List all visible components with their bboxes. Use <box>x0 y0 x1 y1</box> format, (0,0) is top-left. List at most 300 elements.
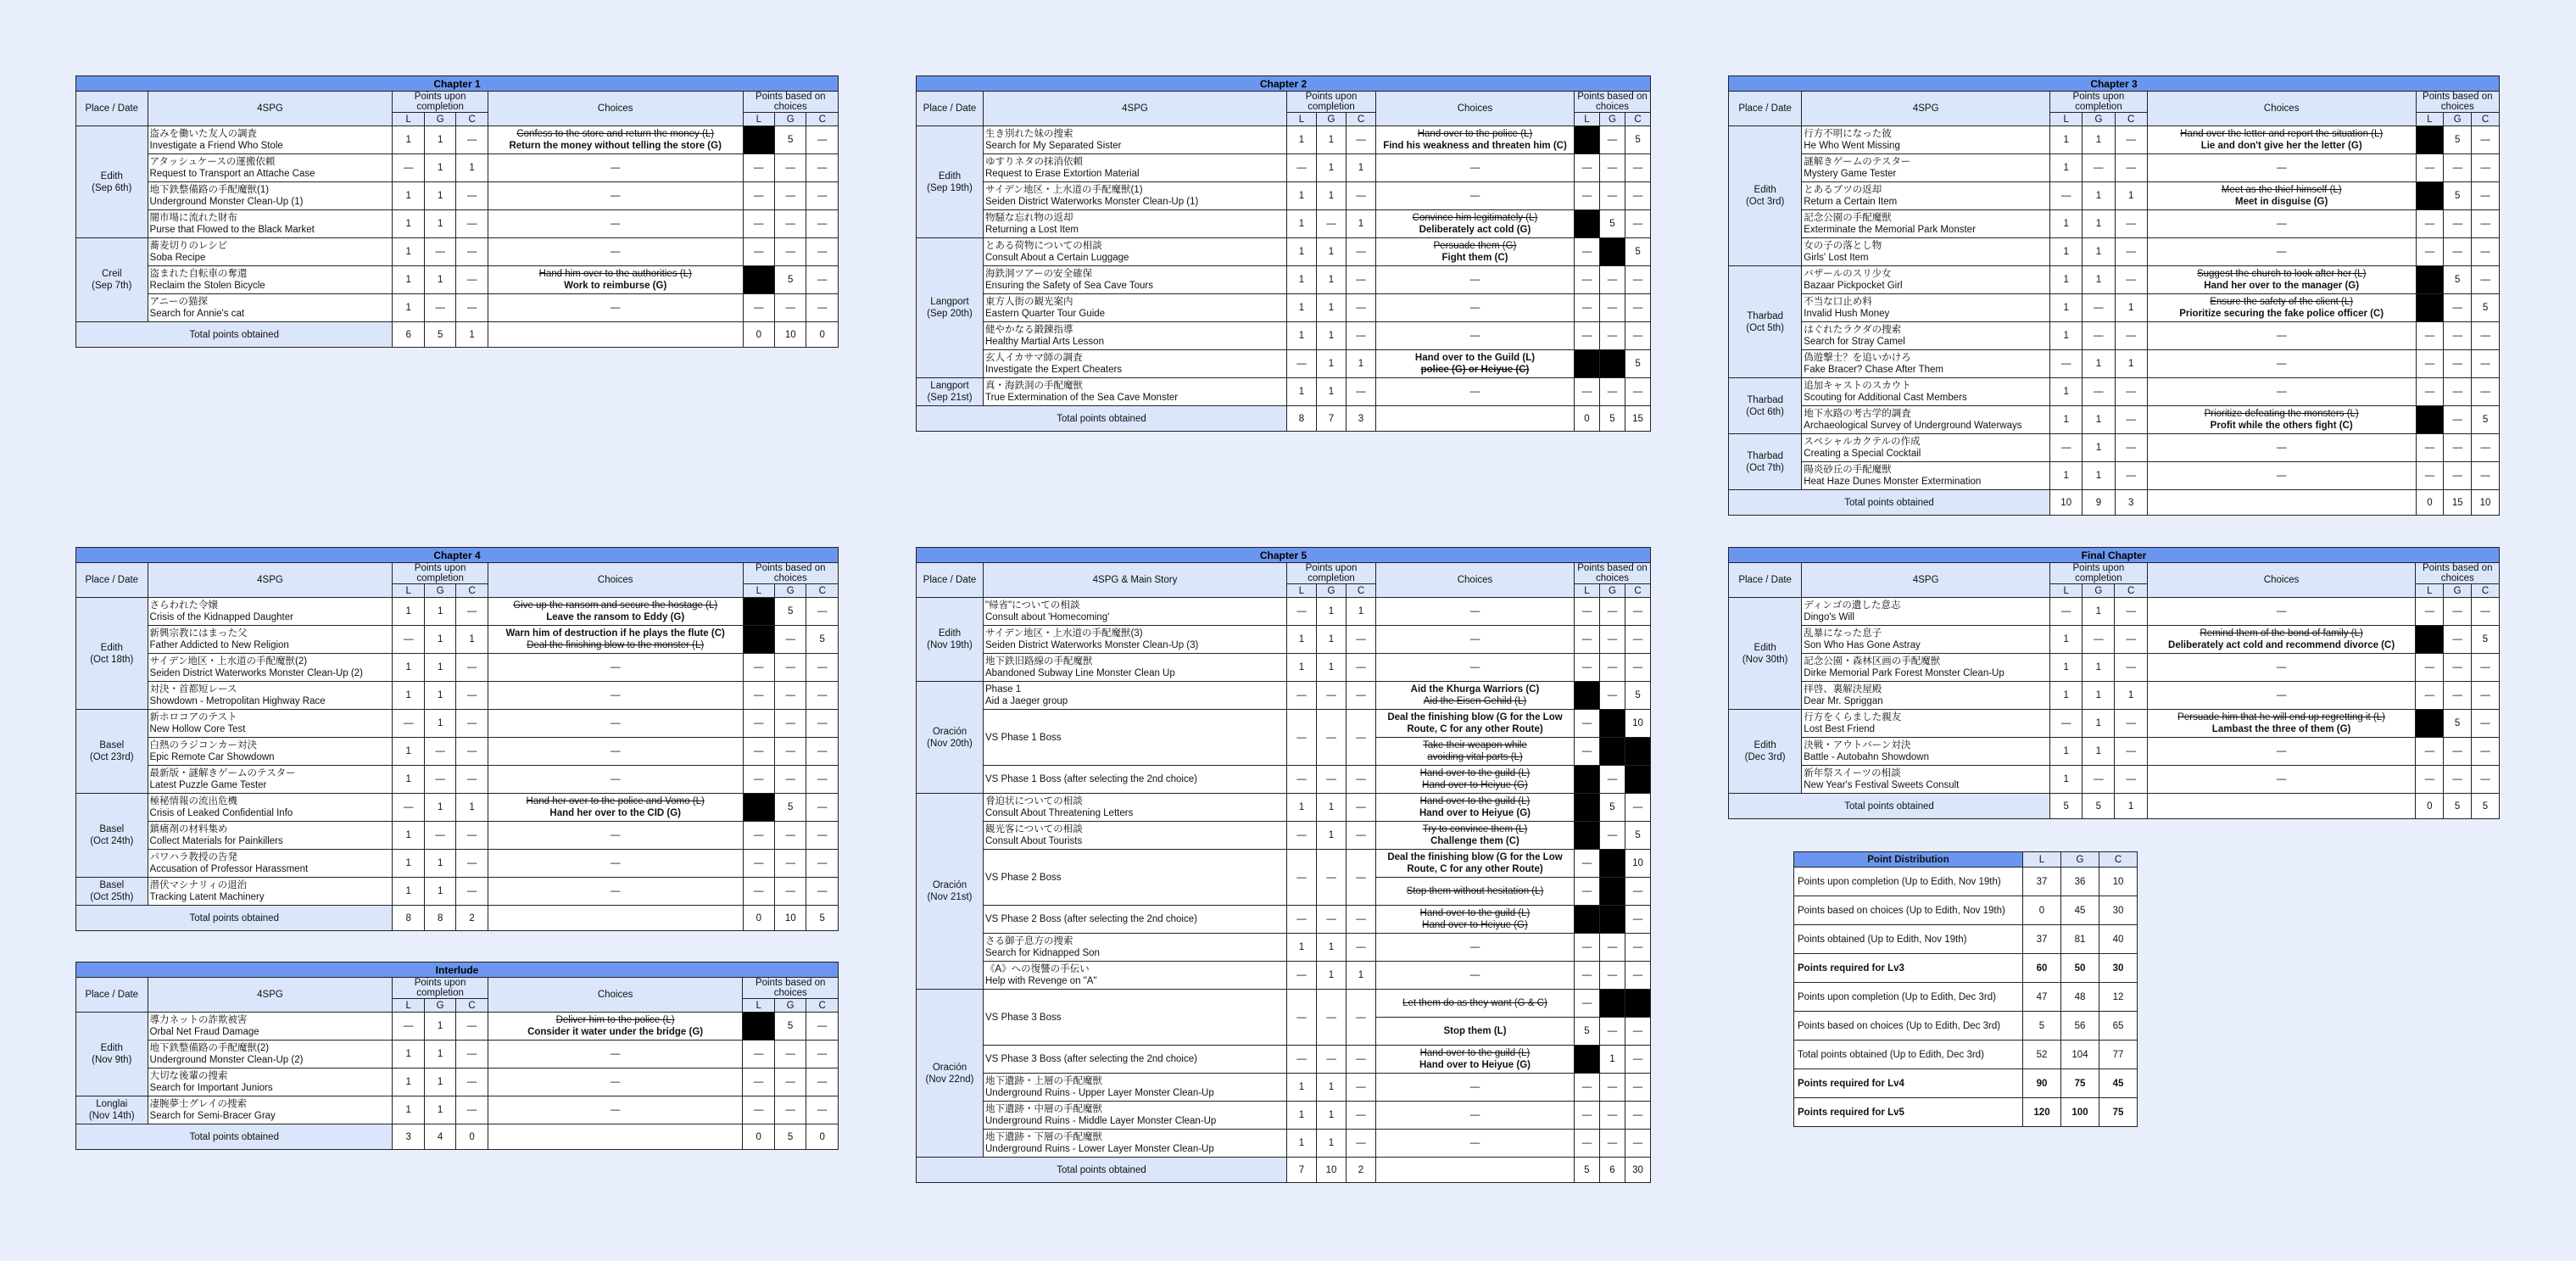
completion-point: 1 <box>393 766 424 794</box>
choice-cell <box>1376 154 1575 182</box>
choice-point: — <box>2416 238 2444 266</box>
completion-point: 1 <box>1317 266 1347 294</box>
choice-line: — <box>610 219 621 229</box>
completion-point: — <box>1347 238 1376 266</box>
choice-cell <box>488 654 743 682</box>
total-choice-point: 0 <box>2416 490 2444 516</box>
lgc-subheader: C <box>2472 113 2500 126</box>
chapter-title: Chapter 1 <box>76 76 839 92</box>
distribution-row <box>1794 868 2138 896</box>
place-line: (Nov 19th) <box>927 640 973 650</box>
quest-line: Tracking Latent Machinery <box>149 892 265 902</box>
quest-line: VS Phase 3 Boss <box>985 1012 1062 1023</box>
choice-cell <box>1376 1074 1575 1102</box>
choice-line: — <box>2276 247 2287 257</box>
choice-line: — <box>2276 331 2287 341</box>
place-date-cell <box>917 990 984 1158</box>
table-row <box>917 182 1651 210</box>
choice-line: Meet as the thief himself (L) <box>2221 185 2342 195</box>
completion-point: 1 <box>1287 238 1317 266</box>
total-choice-point: 0 <box>743 322 774 348</box>
completion-point: 1 <box>393 822 424 850</box>
quest-line: Underground Ruins - Middle Layer Monster Clean-Up <box>985 1116 1217 1126</box>
choice-point: — <box>1600 1074 1625 1102</box>
completion-point: — <box>1347 294 1376 322</box>
completion-point: 1 <box>393 1041 424 1069</box>
blocked-cell <box>2416 626 2444 654</box>
place-date-cell <box>1729 126 1802 266</box>
table-row <box>1729 710 2500 738</box>
completion-point: 1 <box>393 850 424 878</box>
quest-name-cell <box>1802 322 2050 350</box>
quest-header: 4SPG <box>148 92 393 126</box>
completion-point: 1 <box>1287 626 1317 654</box>
quest-line: Search for My Separated Sister <box>985 141 1122 151</box>
quest-line: 新興宗教にはまった父 <box>149 628 248 639</box>
total-choices-blank <box>1376 406 1575 432</box>
quest-name-cell <box>148 766 393 794</box>
quest-line: Accusation of Professor Harassment <box>149 864 309 874</box>
quest-line: 偽遊撃士？を追いかけろ <box>1804 353 1911 363</box>
choice-point: — <box>806 850 839 878</box>
completion-point: — <box>2050 182 2083 210</box>
quest-line: Crisis of the Kidnapped Daughter <box>149 612 293 622</box>
completion-point: 1 <box>424 654 455 682</box>
quest-name-cell <box>1802 654 2050 682</box>
total-label: Total points obtained <box>76 1124 393 1150</box>
place-date-cell <box>1729 598 1802 710</box>
total-choice-point: 5 <box>2472 794 2500 819</box>
choice-line: — <box>610 858 621 868</box>
total-completion-point: 4 <box>424 1124 455 1150</box>
quest-line: Exterminate the Memorial Park Monster <box>1804 225 1976 235</box>
blocked-cell <box>743 598 774 626</box>
point-distribution-table <box>1793 851 2138 1127</box>
completion-point: — <box>2115 626 2147 654</box>
choice-point: — <box>1575 878 1600 906</box>
total-completion-point: 5 <box>2050 794 2083 819</box>
distribution-row <box>1794 1098 2138 1127</box>
completion-point: 1 <box>2115 294 2147 322</box>
lgc-subheader: C <box>2115 584 2147 598</box>
choice-cell <box>2147 126 2416 154</box>
table-row <box>76 1013 839 1041</box>
choice-cell <box>2147 182 2416 210</box>
completion-point: 1 <box>2083 654 2115 682</box>
completion-point: — <box>456 878 488 906</box>
total-choice-point: 0 <box>743 906 774 931</box>
quest-line: 玄人イカサマ師の調査 <box>985 353 1083 363</box>
quest-line: 地下鉄整備路の手配魔獣(2) <box>149 1043 270 1053</box>
completion-point: 1 <box>424 682 455 710</box>
completion-point: 1 <box>2050 654 2083 682</box>
quest-line: 記念公園・森林区画の手配魔獣 <box>1804 656 1941 667</box>
table-row <box>1729 378 2500 406</box>
table-row <box>917 1074 1651 1102</box>
total-choices-blank <box>488 906 743 931</box>
distribution-value: 48 <box>2061 983 2099 1012</box>
choice-point: — <box>775 822 806 850</box>
choice-line: — <box>2276 163 2287 173</box>
choice-point: 5 <box>1625 126 1651 154</box>
total-choices-blank <box>1376 1158 1575 1183</box>
quest-line: Investigate a Friend Who Stole <box>149 141 283 151</box>
choice-point: — <box>806 126 839 154</box>
choice-line: Warn him of destruction if he plays the flute (C) <box>505 628 725 639</box>
completion-point: — <box>1347 1074 1376 1102</box>
completion-point: — <box>1287 766 1317 794</box>
place-line: (Sep 19th) <box>927 182 973 193</box>
blocked-cell <box>1575 1046 1600 1074</box>
completion-point: 1 <box>393 598 424 626</box>
choice-point: — <box>1600 322 1625 350</box>
choice-point: — <box>1575 738 1600 766</box>
choice-cell <box>2147 322 2416 350</box>
choice-cell <box>1376 878 1575 906</box>
choice-cell <box>488 266 743 294</box>
choice-point: — <box>806 154 839 182</box>
quest-line: 導力ネットの詐欺被害 <box>149 1015 248 1025</box>
total-completion-point: 9 <box>2083 490 2115 516</box>
choice-point: 5 <box>2472 294 2500 322</box>
completion-point: 1 <box>456 794 488 822</box>
completion-point: 1 <box>2050 294 2083 322</box>
quest-line: Seiden District Waterworks Monster Clean-Up (3) <box>985 640 1199 650</box>
place-date-cell <box>917 794 984 990</box>
quest-line: 闇市場に流れた財布 <box>149 213 238 223</box>
choice-point: — <box>2472 210 2500 238</box>
table-row <box>917 654 1651 682</box>
choice-point: — <box>1600 822 1625 850</box>
table-row <box>917 598 1651 626</box>
choice-point: — <box>775 850 806 878</box>
completion-point: — <box>1287 598 1317 626</box>
completion-point: 1 <box>1317 626 1347 654</box>
choice-point: — <box>1575 182 1600 210</box>
choice-line: Hand over to the guild (L) <box>1419 796 1531 806</box>
chapter-title: Chapter 4 <box>76 548 839 563</box>
distribution-value: 65 <box>2099 1012 2138 1041</box>
choice-points-header: Points based on choices <box>743 978 839 999</box>
quest-line: アニーの猫探 <box>149 297 208 307</box>
completion-point: — <box>424 238 455 266</box>
choice-line: Deliberately act cold and recommend divorce (C) <box>2168 640 2395 650</box>
completion-header: Points upon completion <box>1287 563 1376 584</box>
place-date-cell <box>76 598 148 710</box>
table-row <box>1729 350 2500 378</box>
completion-point: — <box>2115 434 2147 462</box>
choice-line: Stop them without hesitation (L) <box>1406 886 1544 896</box>
completion-point: — <box>1317 850 1347 906</box>
choice-point: — <box>1625 934 1651 962</box>
lgc-subheader: C <box>456 999 488 1013</box>
choice-cell <box>1376 238 1575 266</box>
quest-line: 極秘情報の流出危機 <box>149 796 238 806</box>
choice-line: Leave the ransom to Eddy (G) <box>546 612 685 622</box>
completion-point: — <box>1317 210 1347 238</box>
completion-point: — <box>2050 710 2083 738</box>
choice-point: — <box>1600 294 1625 322</box>
distribution-value: 5 <box>2023 1012 2061 1041</box>
quest-name-cell <box>1802 766 2050 794</box>
choice-point: — <box>806 738 839 766</box>
completion-header: Points upon completion <box>393 563 488 584</box>
place-date-cell <box>76 878 148 906</box>
completion-point: — <box>2115 462 2147 490</box>
completion-point: — <box>456 682 488 710</box>
total-completion-point: 5 <box>2083 794 2115 819</box>
choice-point: — <box>1575 598 1600 626</box>
completion-point: 1 <box>424 154 455 182</box>
quest-header: 4SPG & Main Story <box>984 563 1287 598</box>
table-row <box>1729 322 2500 350</box>
quest-line: Lost Best Friend <box>1804 724 1876 734</box>
quest-line: Soba Recipe <box>149 253 206 263</box>
choice-cell <box>1376 850 1575 878</box>
choice-point: — <box>1575 850 1600 878</box>
choice-point: 5 <box>1625 238 1651 266</box>
choice-point: — <box>806 794 839 822</box>
choice-line: — <box>2276 359 2287 369</box>
completion-point: 1 <box>1317 294 1347 322</box>
choice-line: Hand over to Heiyue (G) <box>1419 1060 1531 1070</box>
total-choices-blank <box>488 322 743 348</box>
lgc-subheader: G <box>1317 113 1347 126</box>
choice-point: — <box>2444 598 2472 626</box>
choice-line: Route, C for any other Route) <box>1407 724 1543 734</box>
choice-point: — <box>1600 182 1625 210</box>
quest-line: 新年祭スイーツの相談 <box>1804 768 1901 778</box>
quest-line: 盗みを働いた友人の調査 <box>149 129 258 139</box>
choice-line: Hand over to the guild (L) <box>1419 1048 1531 1058</box>
completion-point: — <box>1347 934 1376 962</box>
blocked-cell <box>1600 238 1625 266</box>
place-date-cell <box>917 238 984 378</box>
quest-name-cell <box>984 210 1287 238</box>
choice-point: — <box>2444 462 2472 490</box>
table-row <box>76 878 839 906</box>
completion-point: — <box>1347 654 1376 682</box>
place-line: Longlai <box>96 1099 128 1109</box>
place-line: Basel <box>99 824 125 834</box>
quest-line: 謎解きゲームのテスター <box>1804 157 1911 167</box>
completion-point: 1 <box>1287 126 1317 154</box>
table-row <box>1729 434 2500 462</box>
chapter-title: Chapter 2 <box>917 76 1651 92</box>
total-choice-point: 15 <box>2444 490 2472 516</box>
choice-point: 5 <box>2472 406 2500 434</box>
quest-name-cell <box>984 794 1287 822</box>
place-date-cell <box>917 598 984 682</box>
total-choice-point: 0 <box>2416 794 2444 819</box>
choice-point: — <box>1625 878 1651 906</box>
total-choice-point: 0 <box>806 322 839 348</box>
choice-points-header: Points based on choices <box>743 563 838 584</box>
choice-point: — <box>2416 462 2444 490</box>
blocked-cell <box>1625 738 1651 766</box>
completion-point: 1 <box>424 794 455 822</box>
quest-line: Epic Remote Car Showdown <box>149 752 275 762</box>
completion-point: — <box>1347 266 1376 294</box>
place-line: (Nov 30th) <box>1742 654 1788 665</box>
choice-point: — <box>775 654 806 682</box>
total-completion-point: 3 <box>1347 406 1376 432</box>
total-completion-point: 2 <box>456 906 488 931</box>
totals-row <box>917 1158 1651 1183</box>
quest-name-cell <box>148 822 393 850</box>
completion-point: 1 <box>424 126 455 154</box>
completion-point: 1 <box>2083 238 2115 266</box>
quest-line: 観光客についての相談 <box>985 824 1083 834</box>
lgc-subheader: C <box>806 113 839 126</box>
quest-line: "帰省"についての相談 <box>985 600 1080 611</box>
choice-point: — <box>1600 598 1625 626</box>
choice-line: Fight them (C) <box>1441 253 1508 263</box>
completion-point: 1 <box>393 126 424 154</box>
completion-point: — <box>456 850 488 878</box>
place-line: (Nov 20th) <box>927 738 973 749</box>
quest-name-cell <box>984 294 1287 322</box>
lgc-subheader: L <box>393 999 424 1013</box>
quest-name-cell <box>984 126 1287 154</box>
choice-cell <box>1376 906 1575 934</box>
choice-line: Remind them of the bond of family (L) <box>2200 628 2363 639</box>
choice-point: — <box>1600 934 1625 962</box>
choice-point: — <box>1625 266 1651 294</box>
distribution-value: 100 <box>2061 1098 2099 1127</box>
choice-line: Hand him over to the authorities (L) <box>538 269 692 279</box>
place-date-header: Place / Date <box>917 92 984 126</box>
quest-name-cell <box>148 738 393 766</box>
place-date-cell <box>76 1096 148 1124</box>
lgc-subheader: G <box>2444 584 2472 598</box>
choice-point: — <box>2444 682 2472 710</box>
lgc-subheader: L <box>393 584 424 598</box>
place-date-cell <box>76 794 148 878</box>
completion-point: — <box>456 1041 488 1069</box>
place-line: Oración <box>932 1062 967 1073</box>
choice-line: — <box>610 303 621 313</box>
quest-name-cell <box>984 322 1287 350</box>
quest-line: Consult About Threatening Letters <box>985 808 1134 818</box>
choice-point: — <box>2472 378 2500 406</box>
table-row <box>1729 210 2500 238</box>
choice-point: — <box>806 710 839 738</box>
choice-point: 5 <box>775 598 806 626</box>
completion-point: 1 <box>2050 462 2083 490</box>
distribution-value: 75 <box>2061 1069 2099 1098</box>
chapter-title: Chapter 3 <box>1729 76 2500 92</box>
completion-point: 1 <box>2050 238 2083 266</box>
completion-point: 1 <box>456 154 488 182</box>
choice-point: — <box>1575 294 1600 322</box>
choice-point: — <box>1575 962 1600 990</box>
quest-line: スペシャルカクテルの作成 <box>1804 437 1921 447</box>
completion-point: 1 <box>2050 322 2083 350</box>
quest-line: 記念公園の手配魔獣 <box>1804 213 1892 223</box>
completion-point: — <box>2115 126 2147 154</box>
completion-point: — <box>2115 598 2147 626</box>
completion-point: — <box>1347 850 1376 906</box>
completion-point: — <box>2115 738 2147 766</box>
completion-point: — <box>1287 906 1317 934</box>
choice-cell <box>488 682 743 710</box>
quest-line: 真・海鉄洞の手配魔獣 <box>985 381 1083 391</box>
total-label: Total points obtained <box>1729 794 2050 819</box>
choice-cell <box>488 710 743 738</box>
choice-point: — <box>1600 682 1625 710</box>
completion-point: 1 <box>456 626 488 654</box>
quest-name-cell <box>148 182 393 210</box>
table-row <box>1729 738 2500 766</box>
choice-point: — <box>775 154 806 182</box>
choice-line: — <box>2276 662 2287 672</box>
choice-point: 10 <box>1625 850 1651 878</box>
completion-point: 1 <box>2083 682 2115 710</box>
total-choice-point: 30 <box>1625 1158 1651 1183</box>
quest-line: 鎮痛剤の材料集め <box>149 824 228 834</box>
distribution-row <box>1794 925 2138 954</box>
choice-point: — <box>774 1096 806 1124</box>
choice-point: — <box>2444 766 2472 794</box>
completion-point: — <box>1347 182 1376 210</box>
lgc-subheader: G <box>2444 113 2472 126</box>
total-choice-point: 10 <box>2472 490 2500 516</box>
choice-line: Return the money without telling the store (G) <box>509 141 722 151</box>
completion-point: 1 <box>424 1096 455 1124</box>
choice-line: — <box>1469 275 1480 285</box>
choice-point: 5 <box>2444 126 2472 154</box>
quest-name-cell <box>1802 210 2050 238</box>
distribution-value: 40 <box>2099 925 2138 954</box>
lgc-subheader: L <box>2023 852 2061 868</box>
choice-cell <box>488 126 743 154</box>
blocked-cell <box>2416 294 2444 322</box>
completion-point: 1 <box>1317 378 1347 406</box>
quest-line: 潜伏マシナリィの退治 <box>149 880 248 890</box>
lgc-subheader: C <box>806 999 839 1013</box>
choice-cell <box>488 794 743 822</box>
distribution-row <box>1794 1012 2138 1041</box>
place-line: Creil <box>101 269 122 279</box>
choice-cell <box>1376 1046 1575 1074</box>
choice-point: — <box>1625 1018 1651 1046</box>
choice-point: — <box>1575 378 1600 406</box>
choice-point: 5 <box>806 626 839 654</box>
quest-name-cell <box>1802 710 2050 738</box>
quest-line: Orbal Net Fraud Damage <box>149 1027 259 1037</box>
completion-point: 1 <box>1347 350 1376 378</box>
quest-line: Reclaim the Stolen Bicycle <box>149 281 265 291</box>
table-row <box>917 794 1651 822</box>
completion-point: — <box>2115 210 2147 238</box>
completion-point: — <box>456 738 488 766</box>
completion-point: — <box>1287 822 1317 850</box>
completion-point: — <box>1347 1102 1376 1130</box>
choice-line: Stop them (L) <box>1443 1026 1507 1036</box>
table-row <box>917 990 1651 1018</box>
choice-line: Hand over to Heiyue (G) <box>1422 780 1528 790</box>
quest-line: 大切な後輩の捜索 <box>149 1071 228 1081</box>
distribution-value: 60 <box>2023 954 2061 983</box>
quest-line: 海鉄洞ツアーの安全確保 <box>985 269 1093 279</box>
choice-line: Hand over the letter and report the situation (L) <box>2180 129 2384 139</box>
choice-point: — <box>775 766 806 794</box>
choice-line: — <box>610 1077 621 1087</box>
choice-line: Deal the finishing blow to the monster (L) <box>527 640 705 650</box>
table-row <box>76 598 839 626</box>
completion-point: 1 <box>1287 654 1317 682</box>
